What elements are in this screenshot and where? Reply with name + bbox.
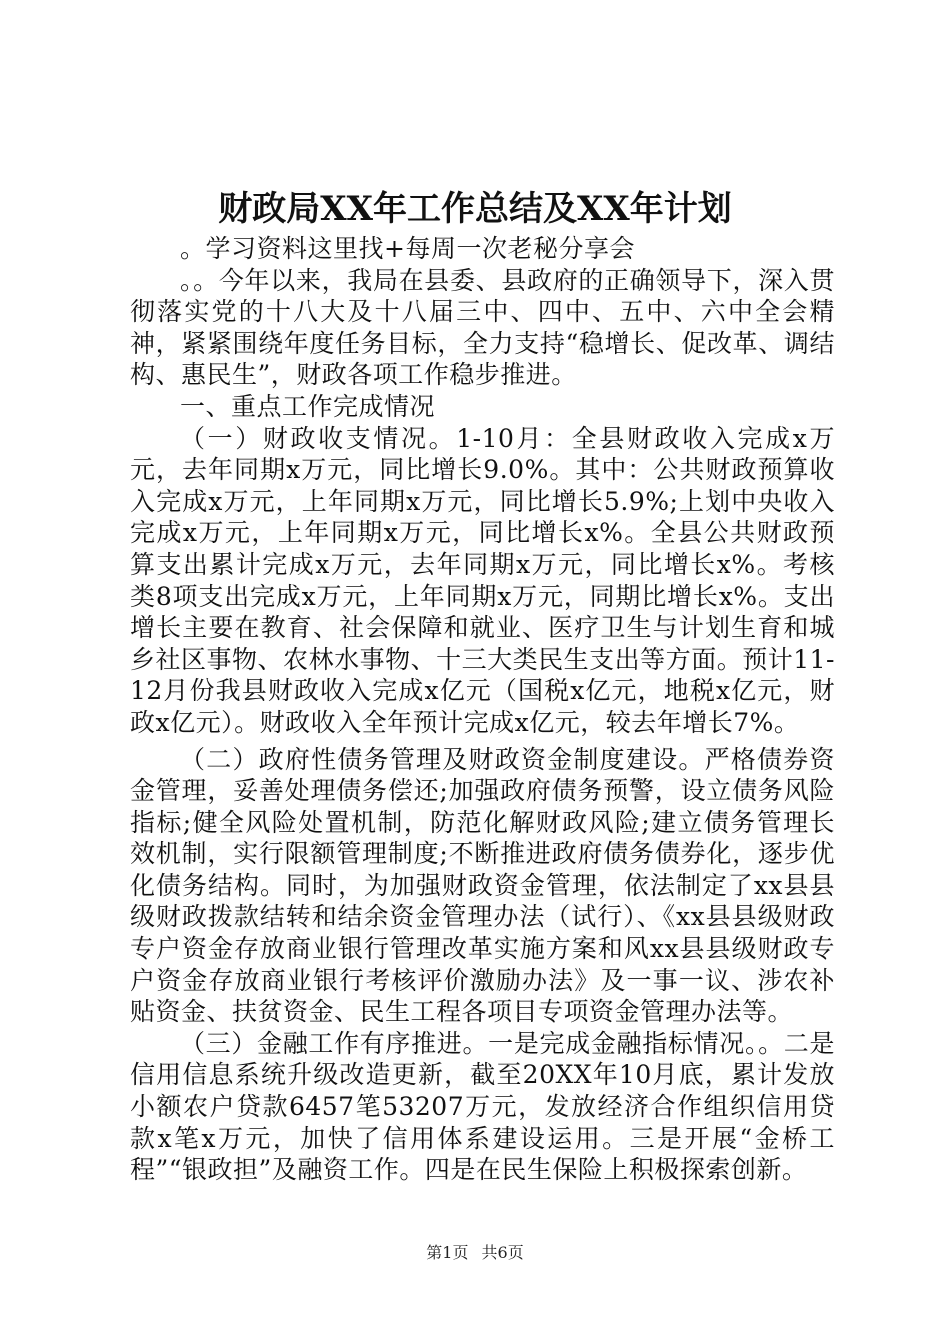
page-number: 第1页 [426, 1243, 469, 1262]
page-total: 共6页 [481, 1243, 524, 1262]
paragraph-intro-note: 。学习资料这里找+每周一次老秘分享会 [180, 234, 635, 263]
paragraph-fiscal-revenue-expenditure: （一）财政收支情况。1-10月：全县财政收入完成x万元，去年同期x万元，同比增长9.0%。其中：公共财政预算收入完成x万元，上年同期x万元，同比增长5.9%;上划中央收入完成x万元，上年同期x万元，同比增长x%。全县公共财政预算支出累计完成x万元，去年同期x万元，同比增长x%。考核类8项支出完成x万元，上年同期x万元，同期比增长x%。支出增长主要在教育、社会保障和就业、医疗卫生与计划生育和城乡社区事物、农林水事物、十三大类民生支出等方面。预计11-12月份我县财政收入完成x亿元（国税x亿元，地税x亿元，财政x亿元）。财政收入全年预计完成x亿元，较去年增长7%。 [130, 423, 835, 737]
page-footer [0, 1242, 950, 1264]
paragraph-financial-work: （三）金融工作有序推进。一是完成金融指标情况。。二是信用信息系统升级改造更新，截至20XX年10月底，累计发放小额农户贷款6457笔53207万元，发放经济合作组织信用贷款x笔x万元，加快了信用体系建设运用。三是开展“金桥工程”“银政担”及融资工作。四是在民生保险上积极探索创新。 [130, 1028, 835, 1185]
document-body [130, 233, 835, 1186]
document-title: 财政局XX年工作总结及XX年计划 [218, 189, 732, 229]
paragraph-overview: 。。今年以来，我局在县委、县政府的正确领导下，深入贯彻落实党的十八大及十八届三中、四中、五中、六中全会精神，紧紧围绕年度任务目标，全力支持“稳增长、促改革、调结构、惠民生”，财政各项工作稳步推进。 [130, 265, 835, 390]
section-heading-key-work: 一、重点工作完成情况 [180, 391, 436, 421]
paragraph-debt-management: （二）政府性债务管理及财政资金制度建设。严格债券资金管理，妥善处理债务偿还;加强政府债务预警，设立债务风险指标;健全风险处置机制，防范化解财政风险;建立债务管理长效机制，实行限额管理制度;不断推进政府债务债券化，逐步优化债务结构。同时，为加强财政资金管理，依法制定了xx县县级财政拨款结转和结余资金管理办法（试行）、《xx县县级财政专户资金存放商业银行管理改革实施方案和风xx县县级财政专户资金存放商业银行考核评价激励办法》及一事一议、涉农补贴资金、扶贫资金、民生工程各项目专项资金管理办法等。 [130, 744, 835, 1027]
